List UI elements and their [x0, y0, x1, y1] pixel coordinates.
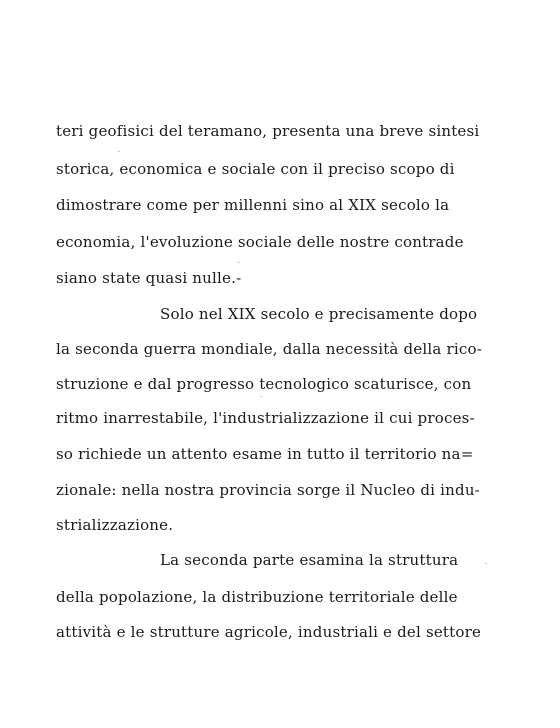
text-line: storica, economica e sociale con il preciso scopo di — [56, 160, 455, 178]
text-line: so richiede un attento esame in tutto il territorio na= — [56, 445, 474, 463]
text-line: siano state quasi nulle.- — [56, 269, 242, 287]
scan-speck — [238, 262, 240, 263]
text-line: strializzazione. — [56, 516, 174, 534]
text-line: attività e le strutture agricole, industriali e del settore — [56, 623, 482, 641]
scan-speck — [485, 563, 487, 564]
text-line: zionale: nella nostra provincia sorge il Nucleo di indu- — [56, 481, 480, 499]
text-line: della popolazione, la distribuzione territoriale delle — [56, 588, 458, 606]
paragraph-start-line: Solo nel XIX secolo e precisamente dopo — [160, 305, 478, 323]
text-line: teri geofisici del teramano, presenta una breve sintesi — [56, 122, 480, 140]
text-line: la seconda guerra mondiale, dalla necessità della rico- — [56, 340, 482, 358]
text-line: ritmo inarrestabile, l'industrializzazione il cui proces- — [56, 409, 475, 427]
text-line: struzione e dal progresso tecnologico scaturisce, con — [56, 375, 472, 393]
text-line: dimostrare come per millenni sino al XIX secolo la — [56, 196, 450, 214]
scan-speck — [118, 151, 120, 152]
text-line: economia, l'evoluzione sociale delle nostre contrade — [56, 233, 464, 251]
paragraph-start-line: La seconda parte esamina la struttura — [160, 551, 459, 569]
scan-speck — [260, 396, 262, 397]
